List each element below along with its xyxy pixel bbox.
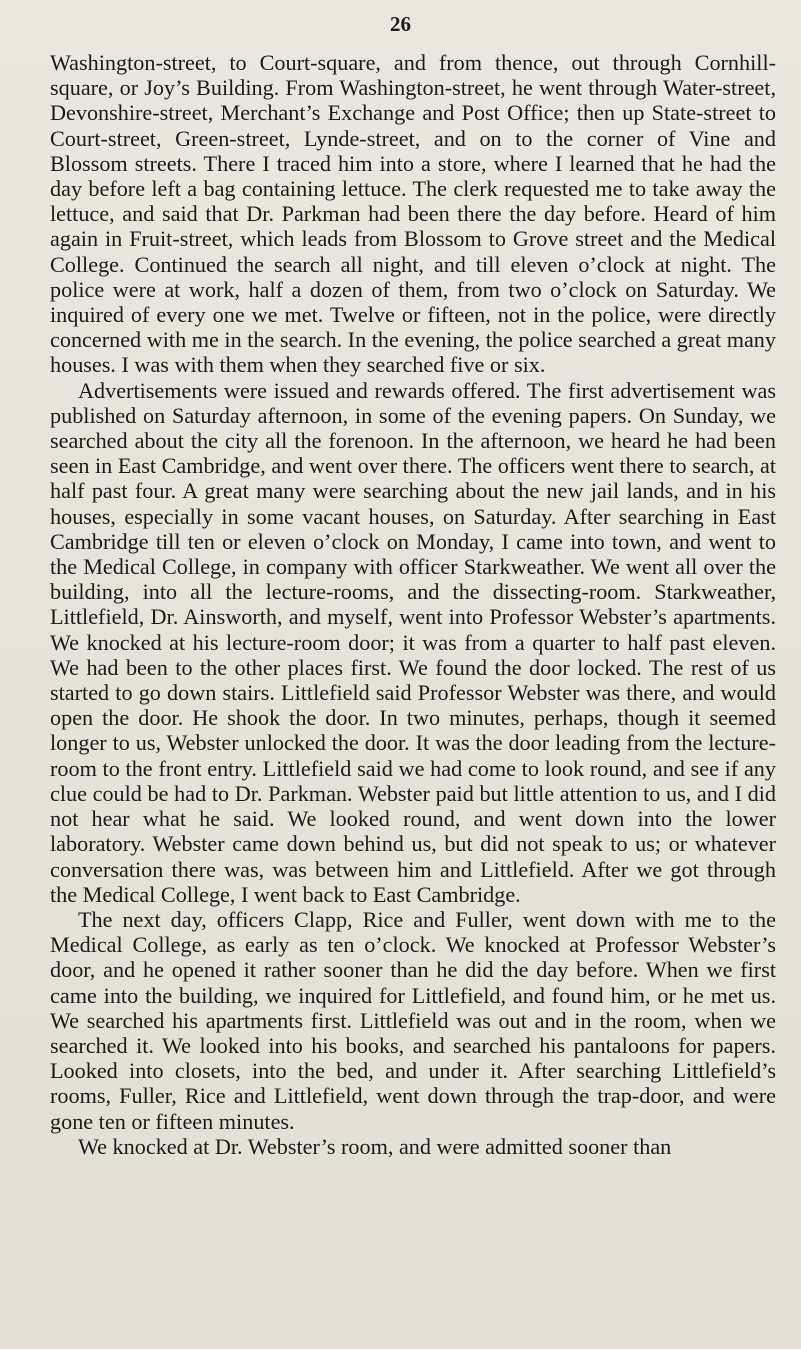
page-number: 26 <box>390 12 411 36</box>
paragraph-3: The next day, officers Clapp, Rice and Fuller, went down with me to the Medical College, as early as ten o’clock. We knocked at Professor Webster’s door, and he opened it rather sooner than he did the day before. When we first came into the building, we inquired for Littlefield, and found him, or he met us. We searched his apartments first. Littlefield was out and in the room, when we searched it. We looked into his books, and searched his pantaloons for papers. Looked into closets, into the bed, and under it. After searching Littlefield’s rooms, Fuller, Rice and Littlefield, went down through the trap-door, and were gone ten or fifteen minutes. <box>50 906 776 1134</box>
paragraph-1: Washington-street, to Court-square, and from thence, out through Cornhill-square, or Joy’s Building. From Washington-street, he went through Water-street, Devonshire-street, Merchant’s Exchange and Post Office; then up State-street to Court-street, Green-street, Lynde-street, and on to the corner of Vine and Blossom streets. There I traced him into a store, where I learned that he had the day before left a bag containing lettuce. The clerk requested me to take away the lettuce, and said that Dr. Parkman had been there the day before. Heard of him again in Fruit-street, which leads from Blossom to Grove street and the Medical College. Continued the search all night, and till eleven o’clock at night. The police were at work, half a dozen of them, from two o’clock on Saturday. We inquired of every one we met. Twelve or fifteen, not in the police, were directly concerned with me in the search. In the evening, the police searched a great many houses. I was with them when they searched five or six. <box>50 50 776 378</box>
page-body-text <box>50 50 776 1159</box>
paragraph-2: Advertisements were issued and rewards offered. The first advertisement was published on Saturday afternoon, in some of the evening papers. On Sunday, we searched about the city all the forenoon. In the afternoon, we heard he had been seen in East Cambridge, and went over there. The officers went there to search, at half past four. A great many were searching about the new jail lands, and in his houses, especially in some vacant houses, on Saturday. After searching in East Cambridge till ten or eleven o’clock on Monday, I came into town, and went to the Medical College, in company with officer Starkweather. We went all over the building, into all the lecture-rooms, and the dissecting-room. Starkweather, Littlefield, Dr. Ainsworth, and myself, went into Professor Webster’s apartments. We knocked at his lecture-room door; it was from a quarter to half past eleven. We had been to the other places first. We found the door locked. The rest of us started to go down stairs. Littlefield said Professor Webster was there, and would open the door. He shook the door. In two minutes, perhaps, though it seemed longer to us, Webster unlocked the door. It was the door leading from the lecture-room to the front entry. Littlefield said we had come to look round, and see if any clue could be had to Dr. Parkman. Webster paid but little attention to us, and I did not hear what he said. We looked round, and went down into the lower laboratory. Webster came down behind us, but did not speak to us; or whatever conversation there was, was between him and Littlefield. After we got through the Medical College, I went back to East Cambridge. <box>50 377 776 907</box>
paragraph-4: We knocked at Dr. Webster’s room, and were admitted sooner than <box>78 1133 672 1159</box>
